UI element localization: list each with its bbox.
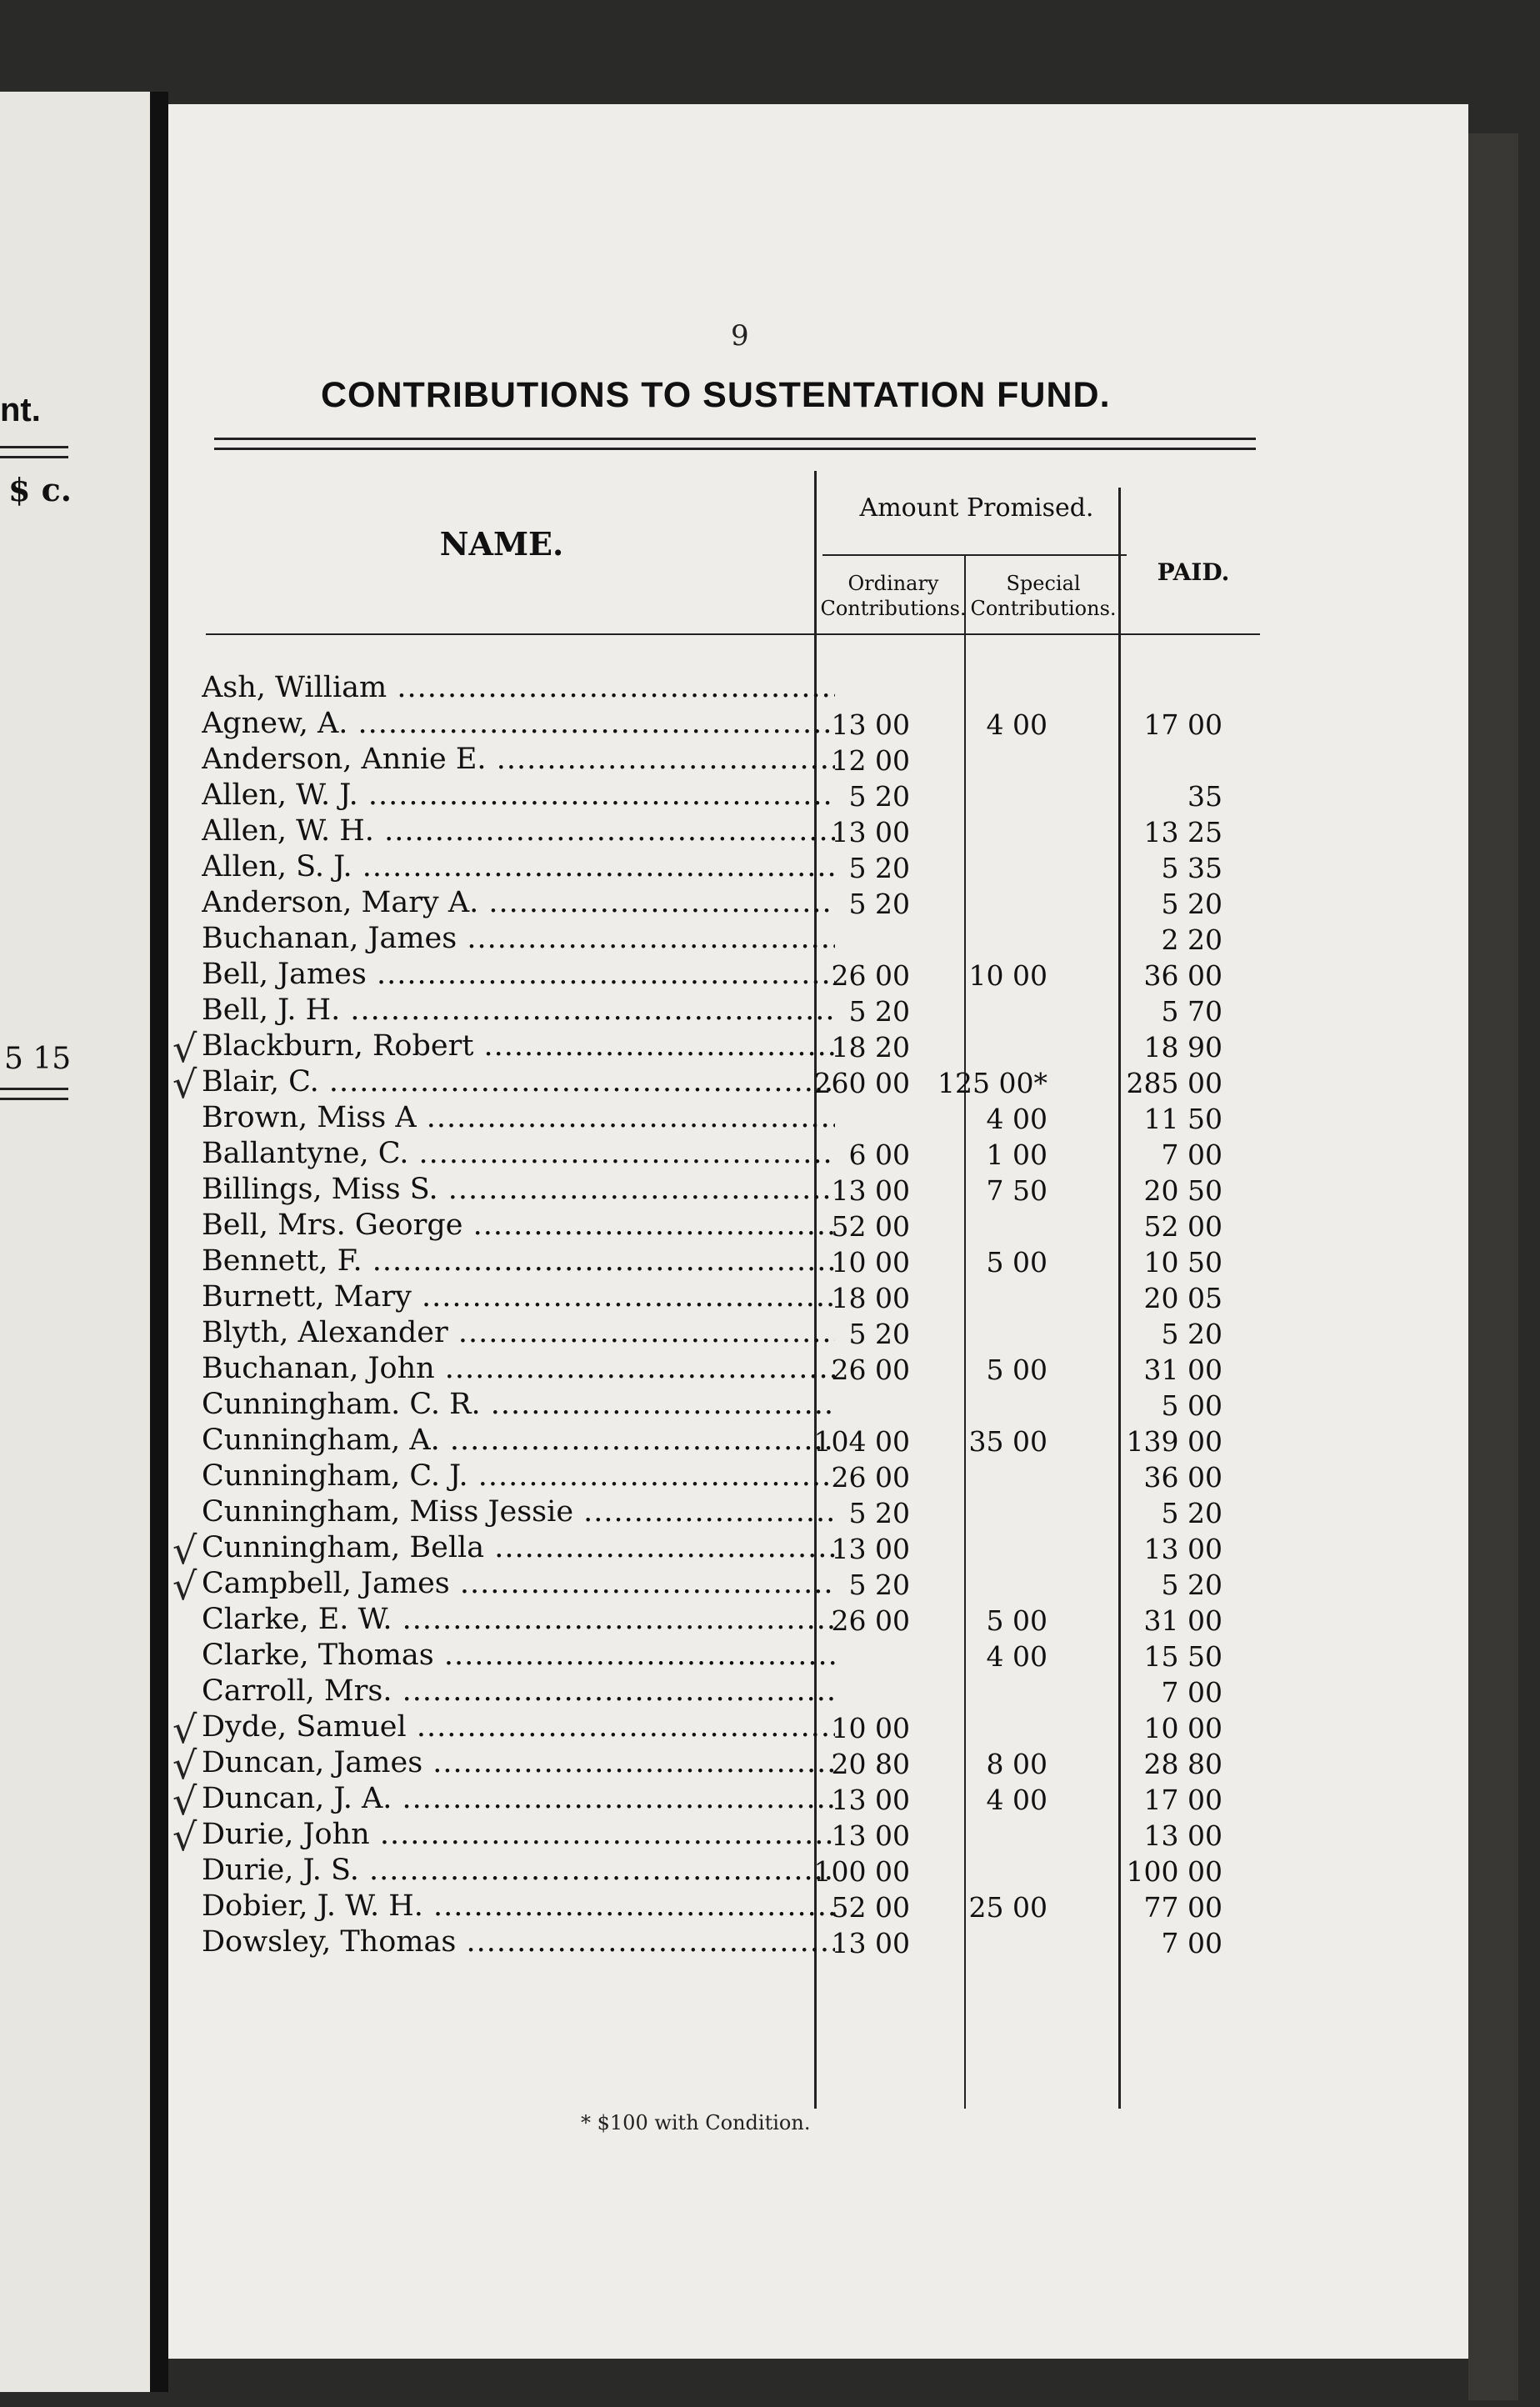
contributor-name: Blackburn, Robert ..... <box>202 1029 835 1063</box>
contributor-name: Burnett, Mary ..... <box>202 1280 835 1314</box>
ordinary-amount: 13 00 <box>831 708 910 741</box>
contributor-name: Allen, W. J. ..... <box>202 778 835 812</box>
table-row <box>168 1173 1468 1208</box>
contributor-name: Dowsley, Thomas ..... <box>202 1925 835 1959</box>
table-row <box>168 1707 1468 1752</box>
paid-amount: 10 50 <box>1143 1246 1222 1279</box>
ordinary-amount: 13 00 <box>831 1174 910 1207</box>
contributor-name: Cunningham. C. R. ..... <box>202 1388 835 1421</box>
facing-page-heading-fragment: nt. <box>0 392 41 428</box>
ordinary-amount: 13 00 <box>831 1927 910 1959</box>
contributor-name: Durie, John ..... <box>202 1818 835 1851</box>
facing-page-column-fragment: $ c. <box>8 471 72 508</box>
ordinary-amount: 5 20 <box>848 1318 910 1350</box>
ordinary-amount: 100 00 <box>813 1855 910 1888</box>
page-number: 9 <box>731 319 749 353</box>
paid-amount: 5 20 <box>1161 1569 1222 1601</box>
table-row <box>168 1459 1468 1494</box>
contributor-name: Duncan, J. A. ..... <box>202 1782 835 1815</box>
contributor-name: Cunningham, Bella ..... <box>202 1531 835 1564</box>
contributor-name: Anderson, Annie E. ..... <box>202 743 835 776</box>
paid-amount: 20 05 <box>1143 1282 1222 1314</box>
special-amount: 7 50 <box>986 1174 1048 1207</box>
contributor-name: Durie, J. S. ..... <box>202 1854 835 1887</box>
contributor-name: Allen, S. J. ..... <box>202 850 835 883</box>
special-amount: 8 00 <box>986 1748 1048 1780</box>
paid-amount: 17 00 <box>1143 1784 1222 1816</box>
table-row <box>168 743 1468 778</box>
ordinary-amount: 18 20 <box>831 1031 910 1063</box>
paid-amount: 10 00 <box>1143 1712 1222 1744</box>
table-row <box>168 707 1468 742</box>
table-row <box>168 1209 1468 1244</box>
paid-amount: 5 20 <box>1161 1497 1222 1529</box>
ordinary-amount: 6 00 <box>848 1138 910 1171</box>
table-row <box>168 1564 1468 1609</box>
paid-amount: 13 00 <box>1143 1819 1222 1852</box>
paid-amount: 35 <box>1188 780 1222 813</box>
contributor-name: Clarke, Thomas ..... <box>202 1639 835 1672</box>
paid-amount: 285 00 <box>1126 1067 1222 1099</box>
check-mark-icon: √ <box>172 1564 198 1609</box>
ordinary-amount: 18 00 <box>831 1282 910 1314</box>
name-column-header: NAME. <box>439 525 564 563</box>
check-mark-icon: √ <box>172 1743 198 1788</box>
contributor-name: Buchanan, James ..... <box>202 922 835 955</box>
amount-promised-header: Amount Promised. <box>859 493 1094 523</box>
paid-amount: 17 00 <box>1143 708 1222 741</box>
contributor-name: Ash, William ..... <box>202 671 835 704</box>
table-row <box>168 886 1468 921</box>
check-mark-icon: √ <box>172 1026 198 1071</box>
paid-amount: 100 00 <box>1126 1855 1222 1888</box>
facing-page-rule <box>0 1098 68 1100</box>
contributor-name: Brown, Miss A ..... <box>202 1101 835 1134</box>
table-row <box>168 1889 1468 1924</box>
table-row <box>168 922 1468 957</box>
check-mark-icon: √ <box>172 1779 198 1824</box>
contributor-name: Buchanan, John ..... <box>202 1352 835 1385</box>
ordinary-amount: 13 00 <box>831 816 910 848</box>
footnote: * $100 with Condition. <box>581 2111 811 2134</box>
ordinary-amount: 13 00 <box>831 1819 910 1852</box>
special-amount: 4 00 <box>986 1103 1048 1135</box>
ordinary-amount: 5 20 <box>848 888 910 920</box>
paid-amount: 139 00 <box>1126 1425 1222 1458</box>
table-row <box>168 1743 1468 1788</box>
paid-amount: 31 00 <box>1143 1354 1222 1386</box>
facing-page-value-fragment: 5 15 <box>4 1042 72 1076</box>
ordinary-amount: 20 80 <box>831 1748 910 1780</box>
paid-amount: 5 70 <box>1161 995 1222 1028</box>
facing-page-rule <box>0 456 68 458</box>
facing-page-rule <box>0 1088 68 1090</box>
table-row <box>168 1674 1468 1709</box>
contributor-name: Clarke, E. W. ..... <box>202 1603 835 1636</box>
paid-amount: 36 00 <box>1143 1461 1222 1494</box>
paid-amount: 18 90 <box>1143 1031 1222 1063</box>
paid-amount: 5 35 <box>1161 852 1222 884</box>
contributor-name: Dobier, J. W. H. ..... <box>202 1889 835 1923</box>
contributor-name: Bennett, F. ..... <box>202 1244 835 1278</box>
special-amount: 10 00 <box>968 959 1048 992</box>
contributor-name: Anderson, Mary A. ..... <box>202 886 835 919</box>
table-row <box>168 1026 1468 1071</box>
paid-amount: 7 00 <box>1161 1927 1222 1959</box>
contributor-name: Blyth, Alexander ..... <box>202 1316 835 1349</box>
contributor-name: Ballantyne, C. ..... <box>202 1137 835 1170</box>
ordinary-amount: 5 20 <box>848 1497 910 1529</box>
ordinary-amount: 12 00 <box>831 744 910 777</box>
header-rule <box>206 633 1260 635</box>
table-row <box>168 1137 1468 1172</box>
special-amount: 5 00 <box>986 1246 1048 1279</box>
table-row <box>168 1779 1468 1824</box>
special-column-header: Special Contributions. <box>970 572 1117 620</box>
table-row <box>168 1352 1468 1387</box>
paid-amount: 5 00 <box>1161 1389 1222 1422</box>
table-row <box>168 778 1468 813</box>
title-rule <box>214 448 1256 450</box>
book-edge <box>1468 133 1518 2400</box>
book-gutter <box>150 92 168 2392</box>
ordinary-amount: 5 20 <box>848 780 910 813</box>
table-row <box>168 814 1468 849</box>
contributor-name: Billings, Miss S. ..... <box>202 1173 835 1206</box>
contributor-name: Dyde, Samuel ..... <box>202 1710 835 1744</box>
ordinary-amount: 5 20 <box>848 995 910 1028</box>
ordinary-amount: 52 00 <box>831 1891 910 1924</box>
ordinary-amount: 10 00 <box>831 1712 910 1744</box>
paid-amount: 11 50 <box>1143 1103 1222 1135</box>
ordinary-amount: 52 00 <box>831 1210 910 1243</box>
table-row <box>168 1854 1468 1889</box>
ordinary-column-header: Ordinary Contributions. <box>820 572 967 620</box>
check-mark-icon: √ <box>172 1062 198 1107</box>
ordinary-amount: 13 00 <box>831 1784 910 1816</box>
paid-amount: 2 20 <box>1161 923 1222 956</box>
contributor-name: Cunningham, A. ..... <box>202 1424 835 1457</box>
table-row <box>168 671 1468 706</box>
paid-amount: 15 50 <box>1143 1640 1222 1673</box>
special-amount: 4 00 <box>986 708 1048 741</box>
ordinary-amount: 5 20 <box>848 852 910 884</box>
special-amount: 125 00* <box>938 1067 1048 1099</box>
paid-amount: 5 20 <box>1161 1318 1222 1350</box>
table-row <box>168 1101 1468 1136</box>
special-amount: 5 00 <box>986 1604 1048 1637</box>
ordinary-amount: 26 00 <box>831 1354 910 1386</box>
contributor-name: Cunningham, C. J. ..... <box>202 1459 835 1493</box>
amount-promised-rule <box>822 554 1127 556</box>
table-row <box>168 958 1468 993</box>
special-amount: 5 00 <box>986 1354 1048 1386</box>
special-amount: 25 00 <box>968 1891 1048 1924</box>
table-row <box>168 1603 1468 1638</box>
special-amount: 4 00 <box>986 1640 1048 1673</box>
ordinary-amount: 5 20 <box>848 1569 910 1601</box>
paid-amount: 31 00 <box>1143 1604 1222 1637</box>
table-row <box>168 1388 1468 1423</box>
table-row <box>168 1280 1468 1315</box>
contributor-name: Allen, W. H. ..... <box>202 814 835 848</box>
check-mark-icon: √ <box>172 1707 198 1752</box>
facing-page-rule <box>0 446 68 448</box>
table-row <box>168 993 1468 1028</box>
ordinary-amount: 13 00 <box>831 1533 910 1565</box>
paid-amount: 7 00 <box>1161 1676 1222 1709</box>
contributor-name: Agnew, A. ..... <box>202 707 835 740</box>
ordinary-amount: 26 00 <box>831 1461 910 1494</box>
paid-amount: 28 80 <box>1143 1748 1222 1780</box>
facing-page-fragment <box>0 92 150 2392</box>
table-row <box>168 1316 1468 1351</box>
paid-amount: 52 00 <box>1143 1210 1222 1243</box>
ledger-page <box>168 104 1468 2359</box>
ordinary-amount: 26 00 <box>831 1604 910 1637</box>
paid-column-header: PAID. <box>1157 558 1230 586</box>
paid-amount: 20 50 <box>1143 1174 1222 1207</box>
paid-amount: 7 00 <box>1161 1138 1222 1171</box>
special-amount: 1 00 <box>986 1138 1048 1171</box>
contributor-name: Blair, C. ..... <box>202 1065 835 1098</box>
page-title: CONTRIBUTIONS TO SUSTENTATION FUND. <box>321 375 1111 415</box>
paid-amount: 13 25 <box>1143 816 1222 848</box>
paid-amount: 36 00 <box>1143 959 1222 992</box>
table-row <box>168 1062 1468 1107</box>
title-rule <box>214 438 1256 440</box>
contributor-name: Bell, Mrs. George ..... <box>202 1209 835 1242</box>
paid-amount: 5 20 <box>1161 888 1222 920</box>
table-row <box>168 1925 1468 1960</box>
check-mark-icon: √ <box>172 1814 198 1859</box>
paid-amount: 13 00 <box>1143 1533 1222 1565</box>
table-row <box>168 1244 1468 1279</box>
table-row <box>168 1495 1468 1530</box>
table-row <box>168 1639 1468 1674</box>
contributor-name: Campbell, James ..... <box>202 1567 835 1600</box>
table-row <box>168 1424 1468 1459</box>
ordinary-amount: 260 00 <box>813 1067 910 1099</box>
contributor-name: Bell, J. H. ..... <box>202 993 835 1027</box>
check-mark-icon: √ <box>172 1528 198 1573</box>
ordinary-amount: 10 00 <box>831 1246 910 1279</box>
special-amount: 4 00 <box>986 1784 1048 1816</box>
table-row <box>168 850 1468 885</box>
special-amount: 35 00 <box>968 1425 1048 1458</box>
contributor-name: Carroll, Mrs. ..... <box>202 1674 835 1708</box>
contributor-name: Cunningham, Miss Jessie ..... <box>202 1495 835 1529</box>
table-row <box>168 1528 1468 1573</box>
table-row <box>168 1814 1468 1859</box>
paid-amount: 77 00 <box>1143 1891 1222 1924</box>
contributor-name: Bell, James ..... <box>202 958 835 991</box>
ordinary-amount: 26 00 <box>831 959 910 992</box>
ordinary-amount: 104 00 <box>813 1425 910 1458</box>
contributor-name: Duncan, James ..... <box>202 1746 835 1779</box>
